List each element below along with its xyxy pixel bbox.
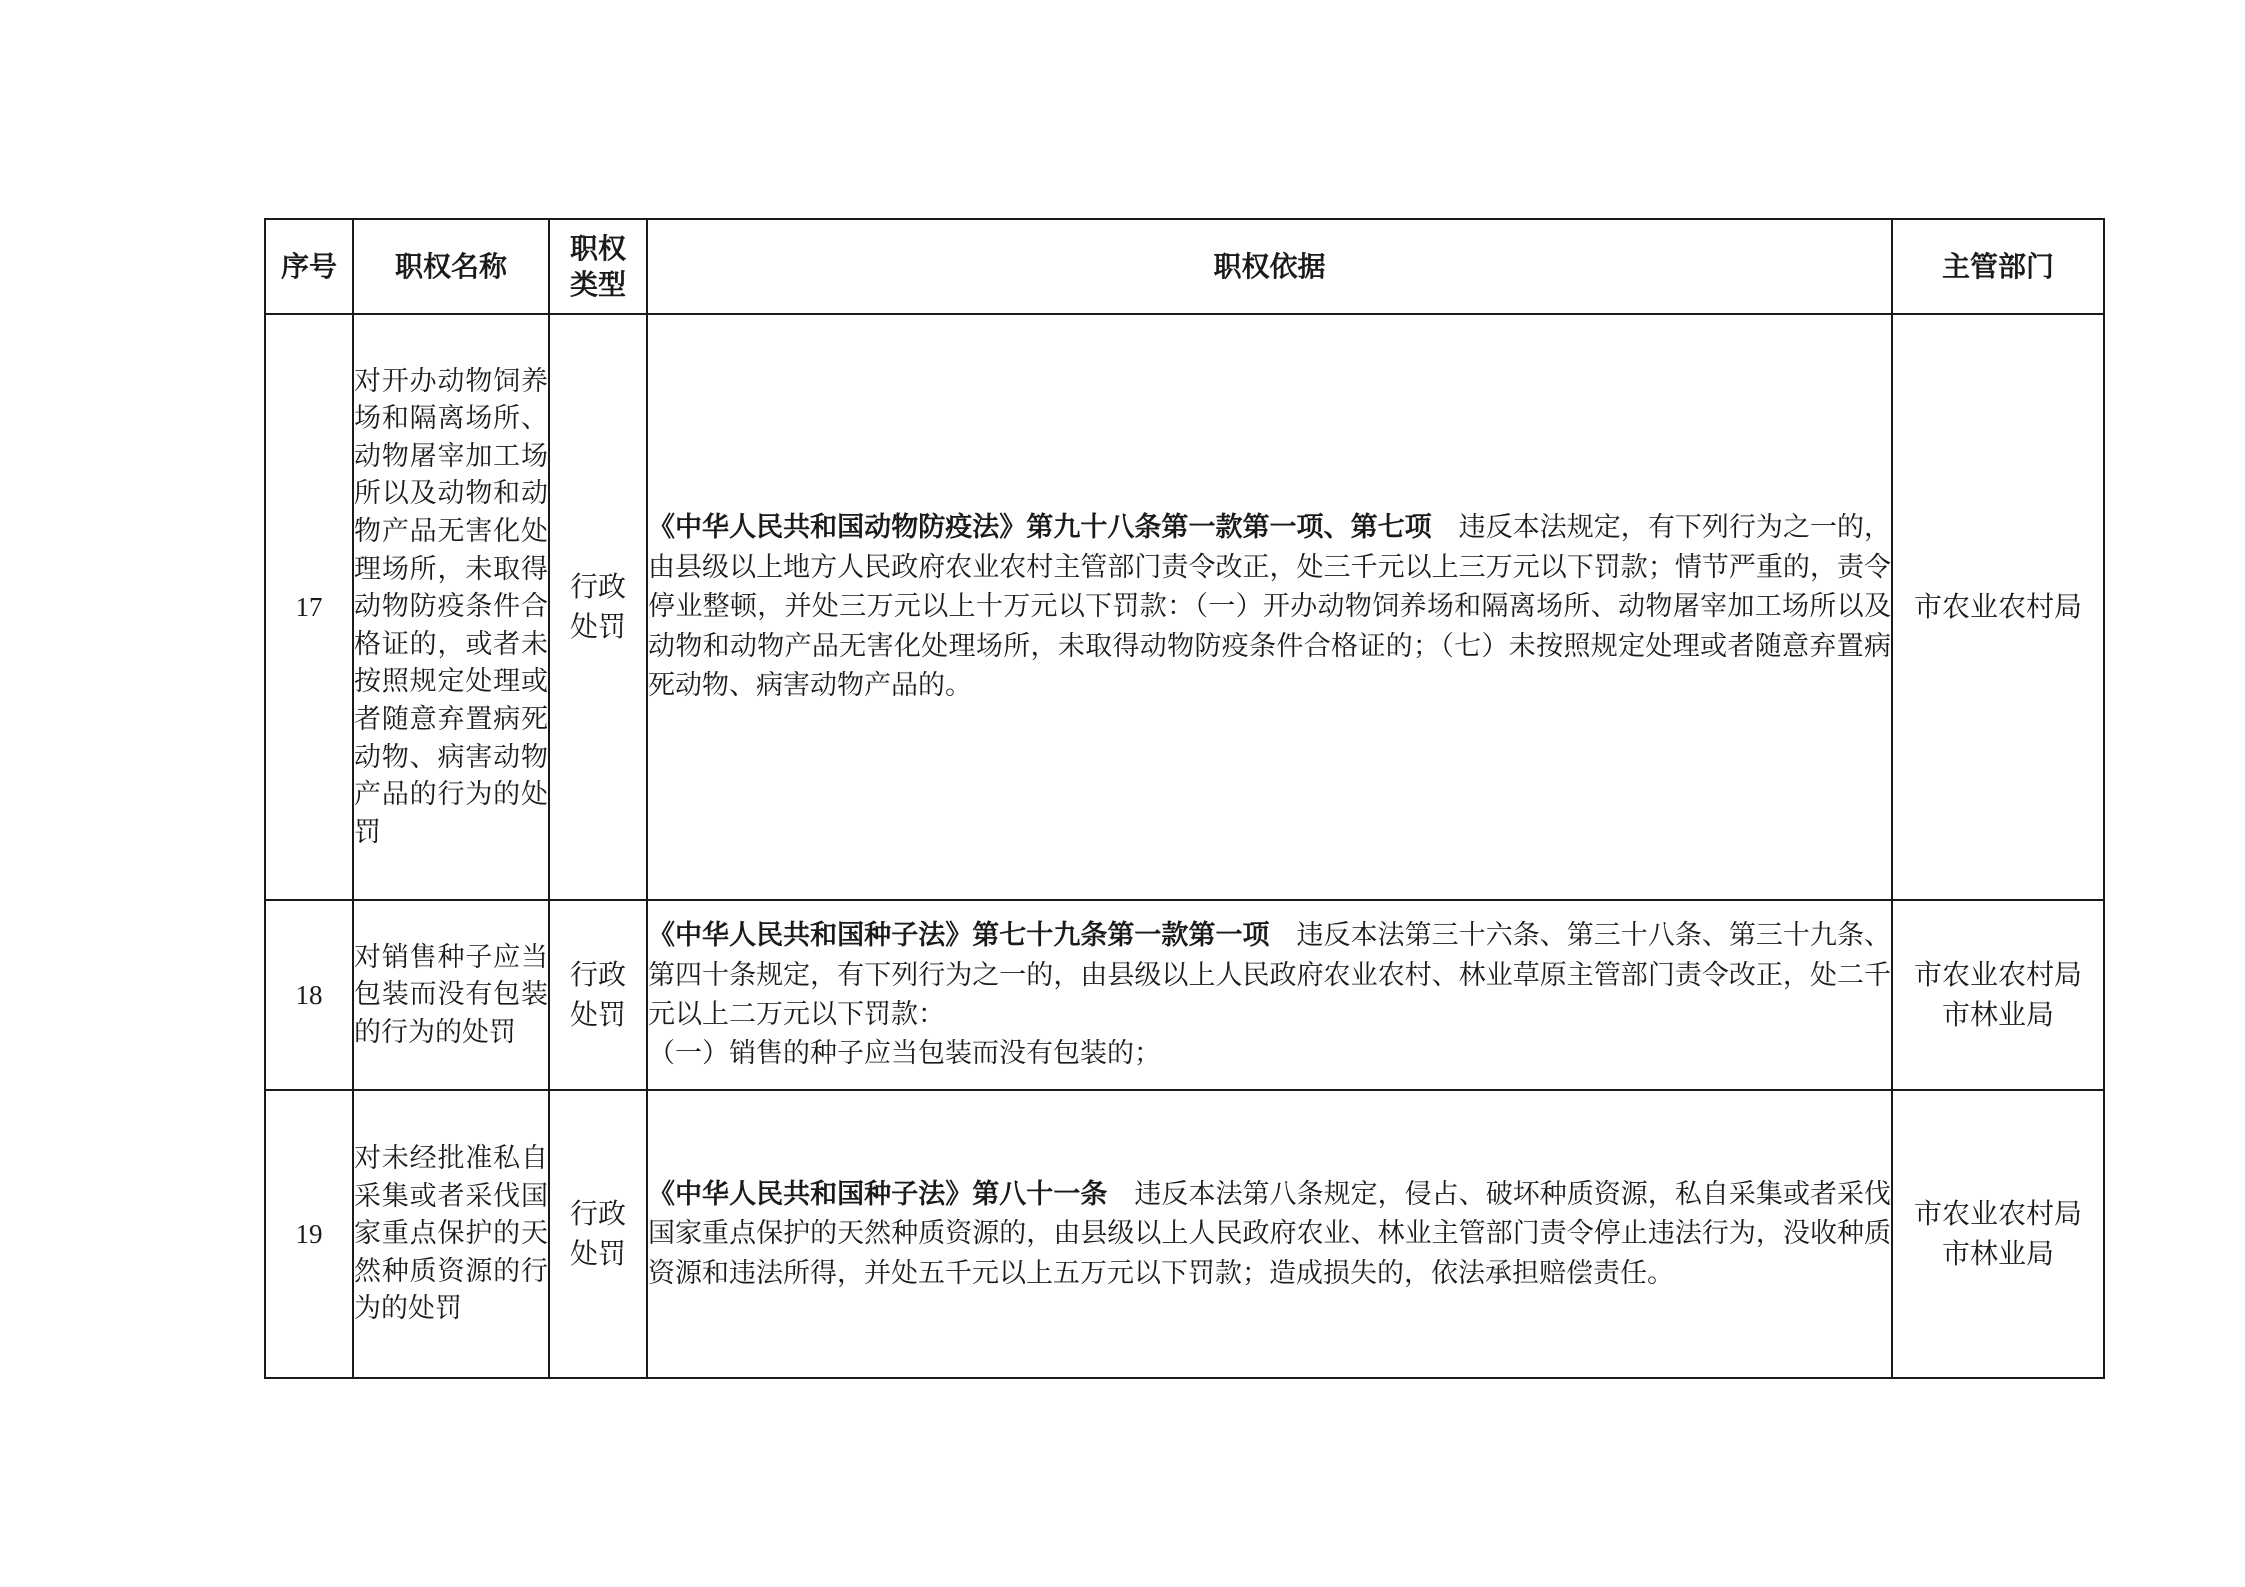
row-dept-line1: 市农业农村局 (1913, 590, 2082, 623)
row-basis-text: 违反本法第八条规定，侵占、破坏种质资源，私自采集或者采伐国家重点保护的天然种质资源的，由县级以上人民政府农业、林业主管部门责令停止违法行为，没收种质资源和违法所得，并处五千元以上五万元以下罚款；造成损失的，依法承担赔偿责任。 (648, 1178, 1892, 1289)
row-basis-law: 《中华人民共和国种子法》第七十九条第一款第一项 (648, 920, 1270, 952)
row-no: 19 (265, 1090, 353, 1378)
header-basis: 职权依据 (647, 219, 1892, 314)
row-no: 17 (265, 314, 353, 900)
table-row (265, 900, 2104, 1090)
row-basis-law: 《中华人民共和国动物防疫法》第九十八条第一款第一项、第七项 (648, 512, 1432, 544)
row-type-line2: 处罚 (569, 610, 626, 643)
row-basis-text-2: （一）销售的种子应当包装而没有包装的； (648, 1038, 1161, 1070)
row-basis-text: 违反本法第三十六条、第三十八条、第三十九条、第四十条规定，有下列行为之一的，由县级以上人民政府农业农村、林业草原主管部门责令改正，处二千元以上二万元以下罚款： (648, 920, 1892, 1030)
row-dept (1892, 1090, 2104, 1378)
header-name: 职权名称 (353, 219, 549, 314)
row-type-line1: 行政 (569, 958, 626, 991)
row-basis (647, 314, 1892, 900)
row-dept-line2: 市林业局 (1941, 998, 2054, 1031)
row-type-line2: 处罚 (569, 1237, 626, 1270)
header-type (549, 219, 647, 314)
row-basis-law: 《中华人民共和国种子法》第八十一条 (648, 1178, 1108, 1210)
row-dept-line1: 市农业农村局 (1913, 1197, 2082, 1230)
row-type-line1: 行政 (569, 570, 626, 603)
row-dept-line1: 市农业农村局 (1913, 958, 2082, 991)
row-dept (1892, 900, 2104, 1090)
row-type-line2: 处罚 (569, 998, 626, 1031)
row-basis (647, 1090, 1892, 1378)
table-row (265, 1090, 2104, 1378)
row-basis-text: 违反本法规定，有下列行为之一的，由县级以上地方人民政府农业农村主管部门责令改正，处三千元以上三万元以下罚款；情节严重的，责令停业整顿，并处三万元以上十万元以下罚款：（一）开办动物饲养场和隔离场所、动物屠宰加工场所以及动物和动物产品无害化处理场所，未取得动物防疫条件合格证的；（七）未按照规定处理或者随意弃置病死动物、病害动物产品的。 (648, 512, 1892, 702)
header-dept: 主管部门 (1892, 219, 2104, 314)
row-name: 对销售种子应当包装而没有包装的行为的处罚 (353, 900, 549, 1090)
row-name: 对未经批准私自采集或者采伐国家重点保护的天然种质资源的行为的处罚 (353, 1090, 549, 1378)
table-row (265, 314, 2104, 900)
header-no: 序号 (265, 219, 353, 314)
header-type-line1: 职权 (569, 231, 626, 265)
row-name: 对开办动物饲养场和隔离场所、动物屠宰加工场所以及动物和动物产品无害化处理场所，未取得动物防疫条件合格证的，或者未按照规定处理或者随意弃置病死动物、病害动物产品的行为的处罚 (353, 314, 549, 900)
row-no: 18 (265, 900, 353, 1090)
header-row (265, 219, 2104, 314)
row-type-line1: 行政 (569, 1197, 626, 1230)
row-type (549, 314, 647, 900)
row-type (549, 900, 647, 1090)
authority-table (264, 218, 2105, 1379)
row-basis (647, 900, 1892, 1090)
header-type-line2: 类型 (569, 267, 626, 301)
row-dept-line2: 市林业局 (1941, 1237, 2054, 1270)
row-dept (1892, 314, 2104, 900)
row-type (549, 1090, 647, 1378)
